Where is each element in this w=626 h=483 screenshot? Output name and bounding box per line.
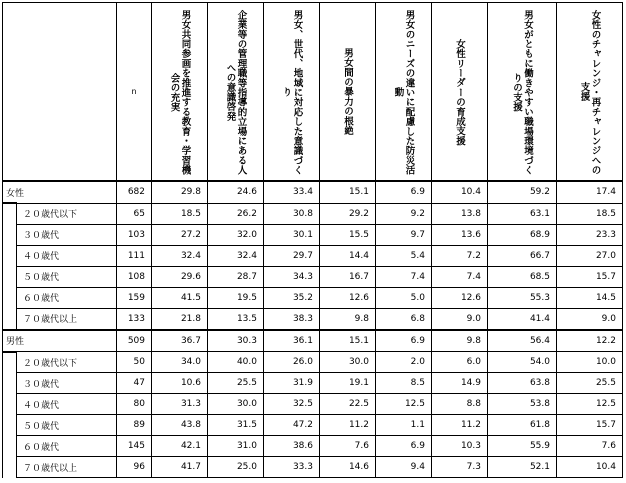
column-header-label: 男女のニーズの違いに配慮した防災活動 xyxy=(392,9,415,175)
column-header-label: 女性のチャレンジ・再チャレンジへの支援 xyxy=(578,9,601,175)
value-cell: 10.4 xyxy=(557,457,623,478)
value-cell: 38.6 xyxy=(264,436,320,457)
value-cell: 18.5 xyxy=(557,203,623,224)
value-cell: 12.5 xyxy=(557,394,623,415)
value-cell: 9.0 xyxy=(557,308,623,330)
column-header-label: 男女、世代、地域に対応した意識づくり xyxy=(280,9,303,175)
n-cell: 103 xyxy=(117,224,152,245)
value-cell: 7.4 xyxy=(432,266,488,287)
table-row xyxy=(3,308,623,330)
value-cell: 33.4 xyxy=(264,181,320,203)
value-cell: 9.8 xyxy=(320,308,376,330)
indent-cell xyxy=(3,415,17,436)
indent-cell xyxy=(3,287,17,308)
value-cell: 2.0 xyxy=(376,352,432,373)
value-cell: 15.7 xyxy=(557,266,623,287)
value-cell: 1.1 xyxy=(376,415,432,436)
value-cell: 40.0 xyxy=(208,352,264,373)
value-cell: 32.4 xyxy=(208,245,264,266)
n-cell: 108 xyxy=(117,266,152,287)
value-cell: 31.5 xyxy=(208,415,264,436)
value-cell: 12.6 xyxy=(320,287,376,308)
value-cell: 68.5 xyxy=(488,266,557,287)
value-cell: 29.8 xyxy=(152,181,208,203)
value-cell: 13.8 xyxy=(432,203,488,224)
value-cell: 15.1 xyxy=(320,181,376,203)
table-row xyxy=(3,266,623,287)
value-cell: 8.8 xyxy=(432,394,488,415)
value-cell: 55.3 xyxy=(488,287,557,308)
value-cell: 25.5 xyxy=(208,373,264,394)
value-cell: 15.7 xyxy=(557,415,623,436)
table-row xyxy=(3,415,623,436)
indent-cell xyxy=(3,308,17,330)
value-cell: 14.4 xyxy=(320,245,376,266)
value-cell: 47.2 xyxy=(264,415,320,436)
value-cell: 14.5 xyxy=(557,287,623,308)
value-cell: 6.9 xyxy=(376,181,432,203)
column-header-8 xyxy=(557,3,623,182)
row-label: ３０歳代 xyxy=(17,224,117,245)
value-cell: 7.2 xyxy=(432,245,488,266)
value-cell: 63.8 xyxy=(488,373,557,394)
value-cell: 29.6 xyxy=(152,266,208,287)
value-cell: 27.0 xyxy=(557,245,623,266)
value-cell: 28.7 xyxy=(208,266,264,287)
group-row xyxy=(3,181,623,203)
header-blank-cell xyxy=(3,3,117,182)
value-cell: 29.2 xyxy=(320,203,376,224)
value-cell: 66.7 xyxy=(488,245,557,266)
table-row xyxy=(3,203,623,224)
value-cell: 41.5 xyxy=(152,287,208,308)
column-header-5 xyxy=(376,3,432,182)
value-cell: 30.0 xyxy=(208,394,264,415)
value-cell: 38.3 xyxy=(264,308,320,330)
column-header-label: 男女共同参画を推進する教育・学習機会の充実 xyxy=(168,9,191,175)
value-cell: 63.1 xyxy=(488,203,557,224)
value-cell: 12.2 xyxy=(557,330,623,352)
value-cell: 7.6 xyxy=(320,436,376,457)
value-cell: 33.3 xyxy=(264,457,320,478)
value-cell: 43.8 xyxy=(152,415,208,436)
survey-table-container xyxy=(2,2,622,478)
value-cell: 56.4 xyxy=(488,330,557,352)
value-cell: 12.5 xyxy=(376,394,432,415)
value-cell: 21.8 xyxy=(152,308,208,330)
value-cell: 31.0 xyxy=(208,436,264,457)
table-row xyxy=(3,394,623,415)
value-cell: 35.2 xyxy=(264,287,320,308)
value-cell: 31.3 xyxy=(152,394,208,415)
value-cell: 10.4 xyxy=(432,181,488,203)
value-cell: 53.8 xyxy=(488,394,557,415)
value-cell: 14.9 xyxy=(432,373,488,394)
indent-cell xyxy=(3,373,17,394)
n-cell: 509 xyxy=(117,330,152,352)
value-cell: 30.8 xyxy=(264,203,320,224)
value-cell: 5.0 xyxy=(376,287,432,308)
value-cell: 23.3 xyxy=(557,224,623,245)
value-cell: 24.6 xyxy=(208,181,264,203)
value-cell: 30.1 xyxy=(264,224,320,245)
value-cell: 5.4 xyxy=(376,245,432,266)
value-cell: 9.4 xyxy=(376,457,432,478)
row-label: ６０歳代 xyxy=(17,287,117,308)
value-cell: 17.4 xyxy=(557,181,623,203)
column-header-label: 女性リーダーの育成支援 xyxy=(454,38,465,146)
row-label: ２０歳代以下 xyxy=(17,203,117,224)
indent-cell xyxy=(3,436,17,457)
column-header-1 xyxy=(152,3,208,182)
value-cell: 26.2 xyxy=(208,203,264,224)
value-cell: 36.7 xyxy=(152,330,208,352)
group-row xyxy=(3,330,623,352)
value-cell: 25.5 xyxy=(557,373,623,394)
value-cell: 7.3 xyxy=(432,457,488,478)
value-cell: 30.3 xyxy=(208,330,264,352)
n-cell: 65 xyxy=(117,203,152,224)
value-cell: 8.5 xyxy=(376,373,432,394)
value-cell: 41.4 xyxy=(488,308,557,330)
value-cell: 10.6 xyxy=(152,373,208,394)
n-cell: 111 xyxy=(117,245,152,266)
header-row xyxy=(3,3,623,182)
row-label: ２０歳代以下 xyxy=(17,352,117,373)
table-row xyxy=(3,287,623,308)
value-cell: 7.4 xyxy=(376,266,432,287)
column-header-label: 男女がともに働きやすい職場環境づくりの支援 xyxy=(511,9,533,175)
row-label: ４０歳代 xyxy=(17,245,117,266)
n-cell: 47 xyxy=(117,373,152,394)
value-cell: 34.0 xyxy=(152,352,208,373)
value-cell: 26.0 xyxy=(264,352,320,373)
column-header-6 xyxy=(432,3,488,182)
column-header-label: 企業等の管理職等指導的立場にある人への意識啓発 xyxy=(224,9,247,175)
n-cell: 89 xyxy=(117,415,152,436)
value-cell: 10.0 xyxy=(557,352,623,373)
value-cell: 12.6 xyxy=(432,287,488,308)
value-cell: 30.0 xyxy=(320,352,376,373)
table-row xyxy=(3,224,623,245)
indent-cell xyxy=(3,352,17,373)
value-cell: 41.7 xyxy=(152,457,208,478)
table-row xyxy=(3,245,623,266)
indent-cell xyxy=(3,266,17,287)
value-cell: 6.9 xyxy=(376,436,432,457)
row-label: ５０歳代 xyxy=(17,415,117,436)
column-header-label: 男女間の暴力の根絶 xyxy=(342,48,353,136)
row-label: ７０歳代以上 xyxy=(17,308,117,330)
row-label: ４０歳代 xyxy=(17,394,117,415)
indent-cell xyxy=(3,203,17,224)
survey-table xyxy=(2,2,623,478)
indent-cell xyxy=(3,245,17,266)
table-body xyxy=(3,181,623,478)
value-cell: 6.8 xyxy=(376,308,432,330)
n-cell: 159 xyxy=(117,287,152,308)
value-cell: 6.0 xyxy=(432,352,488,373)
indent-cell xyxy=(3,224,17,245)
value-cell: 42.1 xyxy=(152,436,208,457)
value-cell: 59.2 xyxy=(488,181,557,203)
value-cell: 18.5 xyxy=(152,203,208,224)
value-cell: 15.1 xyxy=(320,330,376,352)
table-row xyxy=(3,373,623,394)
value-cell: 10.3 xyxy=(432,436,488,457)
value-cell: 29.7 xyxy=(264,245,320,266)
n-cell: 80 xyxy=(117,394,152,415)
value-cell: 68.9 xyxy=(488,224,557,245)
value-cell: 16.7 xyxy=(320,266,376,287)
column-header-7 xyxy=(488,3,557,182)
n-cell: 96 xyxy=(117,457,152,478)
value-cell: 6.9 xyxy=(376,330,432,352)
indent-cell xyxy=(3,457,17,478)
value-cell: 9.0 xyxy=(432,308,488,330)
column-header-3 xyxy=(264,3,320,182)
column-header-4 xyxy=(320,3,376,182)
value-cell: 11.2 xyxy=(432,415,488,436)
value-cell: 32.5 xyxy=(264,394,320,415)
value-cell: 32.0 xyxy=(208,224,264,245)
table-row xyxy=(3,457,623,478)
row-label: ６０歳代 xyxy=(17,436,117,457)
n-cell: 50 xyxy=(117,352,152,373)
value-cell: 31.9 xyxy=(264,373,320,394)
value-cell: 55.9 xyxy=(488,436,557,457)
value-cell: 13.5 xyxy=(208,308,264,330)
value-cell: 14.6 xyxy=(320,457,376,478)
value-cell: 25.0 xyxy=(208,457,264,478)
value-cell: 19.5 xyxy=(208,287,264,308)
value-cell: 27.2 xyxy=(152,224,208,245)
n-cell: 682 xyxy=(117,181,152,203)
value-cell: 9.8 xyxy=(432,330,488,352)
n-header: n xyxy=(117,3,152,182)
value-cell: 34.3 xyxy=(264,266,320,287)
value-cell: 11.2 xyxy=(320,415,376,436)
value-cell: 7.6 xyxy=(557,436,623,457)
n-cell: 133 xyxy=(117,308,152,330)
value-cell: 9.7 xyxy=(376,224,432,245)
table-row xyxy=(3,352,623,373)
value-cell: 54.0 xyxy=(488,352,557,373)
row-label: ７０歳代以上 xyxy=(17,457,117,478)
value-cell: 32.4 xyxy=(152,245,208,266)
value-cell: 9.2 xyxy=(376,203,432,224)
n-cell: 145 xyxy=(117,436,152,457)
row-label: ３０歳代 xyxy=(17,373,117,394)
column-header-2 xyxy=(208,3,264,182)
value-cell: 52.1 xyxy=(488,457,557,478)
value-cell: 15.5 xyxy=(320,224,376,245)
indent-cell xyxy=(3,394,17,415)
group-label: 男性 xyxy=(3,330,117,352)
value-cell: 36.1 xyxy=(264,330,320,352)
row-label: ５０歳代 xyxy=(17,266,117,287)
value-cell: 19.1 xyxy=(320,373,376,394)
value-cell: 13.6 xyxy=(432,224,488,245)
value-cell: 61.8 xyxy=(488,415,557,436)
group-label: 女性 xyxy=(3,181,117,203)
table-row xyxy=(3,436,623,457)
value-cell: 22.5 xyxy=(320,394,376,415)
